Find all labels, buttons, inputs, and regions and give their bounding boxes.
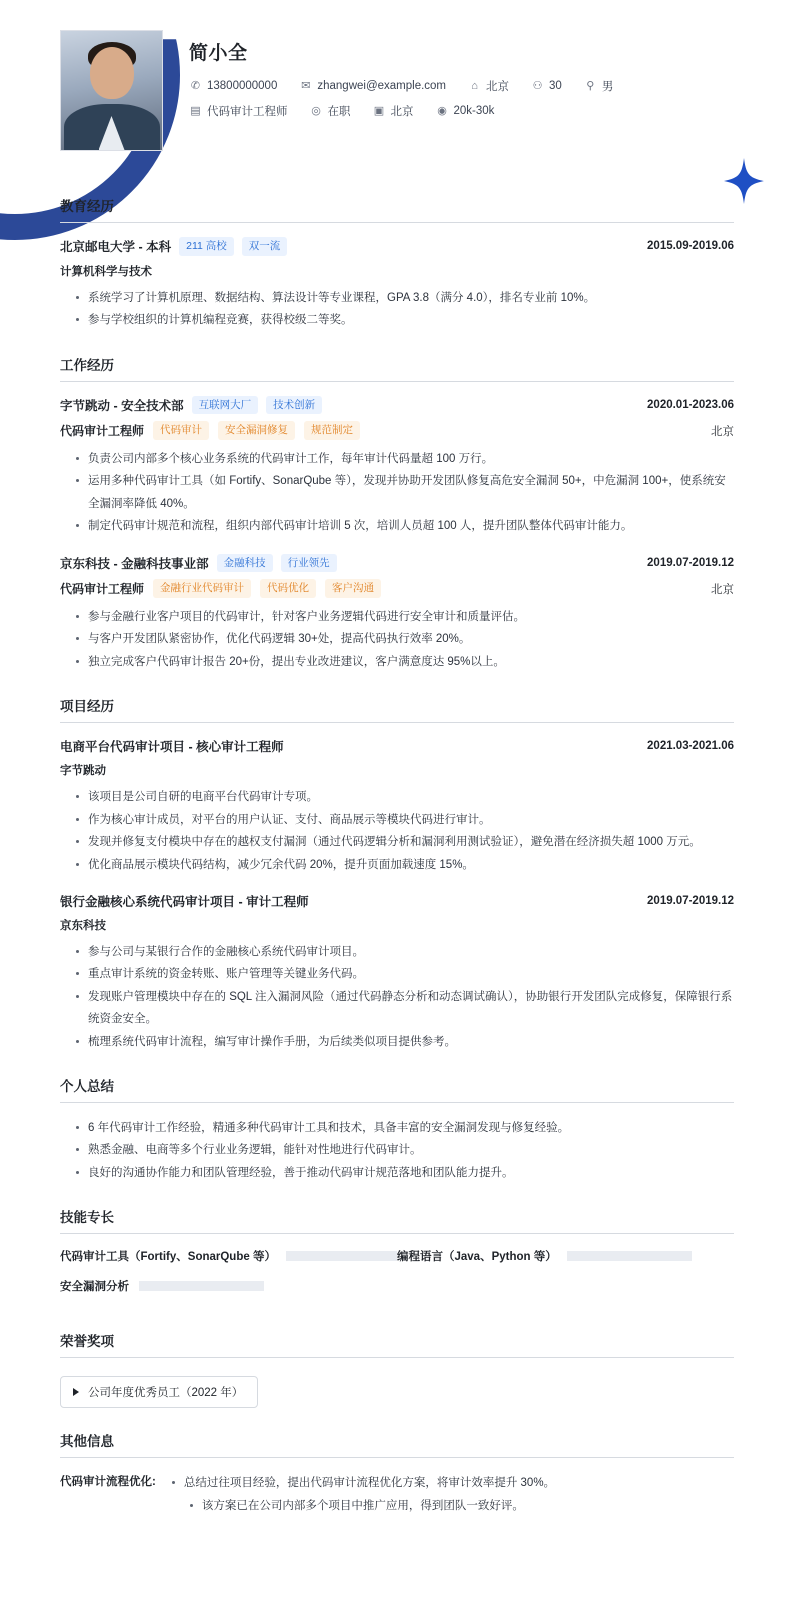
- skills-grid: [60, 1248, 734, 1308]
- gender-icon: ⚲: [586, 79, 595, 92]
- other-row: [60, 1472, 734, 1517]
- work-role-tag: 代码审计: [153, 421, 209, 440]
- contact-phone-value: 13800000000: [207, 80, 278, 92]
- salary-icon: ◉: [437, 104, 447, 117]
- job-status-item: [310, 103, 351, 119]
- summary-bullets: [60, 1117, 734, 1184]
- list-item: 系统学习了计算机原理、数据结构、算法设计等专业课程，GPA 3.8（满分 4.0），排名专业前 10%。: [78, 287, 734, 309]
- section-work: [60, 354, 734, 674]
- other-bullets: [156, 1472, 734, 1494]
- work-entry: [60, 554, 734, 674]
- work-role-tag: 代码优化: [260, 579, 316, 598]
- skill-bar: [139, 1281, 264, 1291]
- work-tag: 技术创新: [266, 396, 322, 415]
- avatar: [60, 30, 163, 151]
- section-other: [60, 1430, 734, 1517]
- contact-gender: [584, 78, 614, 94]
- work-entry: [60, 396, 734, 538]
- section-title-other: 其他信息: [60, 1430, 734, 1458]
- education-entry: [60, 237, 734, 332]
- job-info-row: [189, 103, 734, 119]
- skill-label: 代码审计工具（Fortify、SonarQube 等）: [60, 1251, 276, 1264]
- list-item: 该项目是公司自研的电商平台代码审计专项。: [78, 786, 734, 808]
- skill-label: 安全漏洞分析: [60, 1281, 129, 1294]
- candidate-name: 简小全: [189, 43, 248, 64]
- work-bullets: [60, 448, 734, 538]
- play-triangle-icon: [73, 1388, 79, 1396]
- section-title-education: 教育经历: [60, 195, 734, 223]
- award-label: 公司年度优秀员工（2022 年）: [88, 1387, 244, 1400]
- contact-email-value: zhangwei@example.com: [317, 80, 447, 92]
- contact-gender-value: 男: [601, 81, 614, 93]
- phone-icon: ✆: [190, 79, 201, 92]
- section-title-skills: 技能专长: [60, 1206, 734, 1234]
- list-item: 6 年代码审计工作经验，精通多种代码审计工具和技术，具备丰富的安全漏洞发现与修复经验。: [78, 1117, 734, 1139]
- award-item[interactable]: [60, 1376, 258, 1408]
- contact-hometown: [468, 78, 509, 94]
- skill-item: [397, 1248, 734, 1264]
- contact-row: [189, 78, 734, 94]
- job-title-value: 代码审计工程师: [207, 106, 288, 118]
- project-bullets: [60, 941, 734, 1053]
- list-item: 熟悉金融、电商等多个行业业务逻辑，能针对性地进行代码审计。: [78, 1139, 734, 1161]
- skill-item: [60, 1278, 397, 1294]
- project-name: 银行金融核心系统代码审计项目 - 审计工程师: [60, 894, 309, 909]
- section-awards: [60, 1330, 734, 1408]
- work-company: 京东科技 - 金融科技事业部: [60, 556, 209, 571]
- skill-label: 编程语言（Java、Python 等）: [397, 1251, 557, 1264]
- list-item: 发现并修复支付模块中存在的越权支付漏洞（通过代码逻辑分析和漏洞利用测试验证），避免潜在经济损失超 1000 万元。: [78, 831, 734, 853]
- job-status-value: 在职: [327, 106, 351, 118]
- work-tag: 互联网大厂: [192, 396, 259, 415]
- list-item: 发现账户管理模块中存在的 SQL 注入漏洞风险（通过代码静态分析和动态调试确认），协助银行开发团队完成修复，保障银行系统资金安全。: [78, 986, 734, 1031]
- project-entry: [60, 892, 734, 1053]
- list-item: 与客户开发团队紧密协作，优化代码逻辑 30+处，提高代码执行效率 20%。: [78, 628, 734, 650]
- work-city: 北京: [711, 583, 734, 596]
- list-item: 梳理系统代码审计流程，编写审计操作手册，为后续类似项目提供参考。: [78, 1031, 734, 1053]
- education-major: 计算机科学与技术: [60, 265, 152, 278]
- list-item: 制定代码审计规范和流程，组织内部代码审计培训 5 次，培训人员超 100 人，提升团队整体代码审计能力。: [78, 515, 734, 537]
- list-item: 重点审计系统的资金转账、账户管理等关键业务代码。: [78, 963, 734, 985]
- skill-item: [60, 1248, 397, 1264]
- work-city: 北京: [711, 425, 734, 438]
- list-item: 作为核心审计成员，对平台的用户认证、支付、商品展示等模块代码进行审计。: [78, 809, 734, 831]
- job-location-item: [373, 103, 414, 119]
- work-role: 代码审计工程师: [60, 424, 145, 439]
- project-name: 电商平台代码审计项目 - 核心审计工程师: [60, 740, 284, 755]
- section-title-summary: 个人总结: [60, 1075, 734, 1103]
- work-role-tag: 金融行业代码审计: [153, 579, 251, 598]
- contact-email: [299, 80, 446, 93]
- contact-age: [531, 80, 562, 93]
- home-icon: ⌂: [471, 79, 478, 92]
- work-role: 代码审计工程师: [60, 582, 145, 597]
- work-date: 2020.01-2023.06: [647, 398, 734, 411]
- briefcase-icon: ▤: [190, 104, 201, 117]
- list-item: 负责公司内部多个核心业务系统的代码审计工作，每年审计代码量超 100 万行。: [78, 448, 734, 470]
- list-item: 参与金融行业客户项目的代码审计，针对客户业务逻辑代码进行安全审计和质量评估。: [78, 606, 734, 628]
- skill-bar: [286, 1251, 397, 1261]
- work-tag: 行业领先: [281, 554, 337, 573]
- job-salary-value: 20k-30k: [453, 105, 495, 117]
- section-project: [60, 695, 734, 1053]
- contact-hometown-value: 北京: [486, 81, 510, 93]
- list-item: 总结过往项目经验，提出代码审计流程优化方案，将审计效率提升 30%。: [174, 1472, 734, 1494]
- contact-age-value: 30: [549, 80, 562, 92]
- section-summary: [60, 1075, 734, 1184]
- list-item: 参与学校组织的计算机编程竞赛，获得校级二等奖。: [78, 309, 734, 331]
- mail-icon: ✉: [301, 79, 311, 92]
- education-bullets: [60, 287, 734, 332]
- section-title-awards: 荣誉奖项: [60, 1330, 734, 1358]
- section-title-project: 项目经历: [60, 695, 734, 723]
- education-date: 2015.09-2019.06: [647, 240, 734, 253]
- project-company: 字节跳动: [60, 765, 106, 778]
- education-school: 北京邮电大学 - 本科: [60, 240, 172, 255]
- work-bullets: [60, 606, 734, 673]
- list-item: 优化商品展示模块代码结构，减少冗余代码 20%，提升页面加载速度 15%。: [78, 854, 734, 876]
- project-entry: [60, 737, 734, 876]
- job-salary-item: [436, 105, 495, 118]
- list-item: 运用多种代码审计工具（如 Fortify、SonarQube 等），发现并协助开发团队修复高危安全漏洞 50+，中危漏洞 100+，使系统安全漏洞率降低 40%。: [78, 470, 734, 515]
- other-label: 代码审计流程优化:: [60, 1476, 156, 1489]
- job-title-item: [189, 103, 288, 119]
- work-role-tag: 规范制定: [304, 421, 360, 440]
- education-tag: 双一流: [242, 237, 288, 256]
- status-icon: ◎: [311, 104, 321, 117]
- contact-phone: [189, 80, 277, 93]
- project-date: 2021.03-2021.06: [647, 740, 734, 753]
- work-tag: 金融科技: [217, 554, 273, 573]
- section-title-work: 工作经历: [60, 354, 734, 382]
- skill-bar: [567, 1251, 692, 1261]
- list-item: 独立完成客户代码审计报告 20+份，提出专业改进建议，客户满意度达 95%以上。: [78, 651, 734, 673]
- user-icon: ⚇: [532, 79, 543, 92]
- project-bullets: [60, 786, 734, 876]
- project-date: 2019.07-2019.12: [647, 894, 734, 907]
- section-skills: [60, 1206, 734, 1308]
- other-sub-bullets: [156, 1495, 734, 1517]
- list-item: 参与公司与某银行合作的金融核心系统代码审计项目。: [78, 941, 734, 963]
- job-location-value: 北京: [390, 106, 414, 118]
- work-date: 2019.07-2019.12: [647, 556, 734, 569]
- list-item: 良好的沟通协作能力和团队管理经验，善于推动代码审计规范落地和团队能力提升。: [78, 1162, 734, 1184]
- resume-header: [60, 30, 734, 151]
- section-education: [60, 195, 734, 332]
- project-company: 京东科技: [60, 919, 106, 932]
- work-role-tag: 客户沟通: [325, 579, 381, 598]
- work-role-tag: 安全漏洞修复: [218, 421, 295, 440]
- list-item: 该方案已在公司内部多个项目中推广应用，得到团队一致好评。: [192, 1495, 734, 1517]
- location-icon: ▣: [373, 104, 385, 117]
- education-tag: 211 高校: [179, 237, 234, 256]
- work-company: 字节跳动 - 安全技术部: [60, 398, 184, 413]
